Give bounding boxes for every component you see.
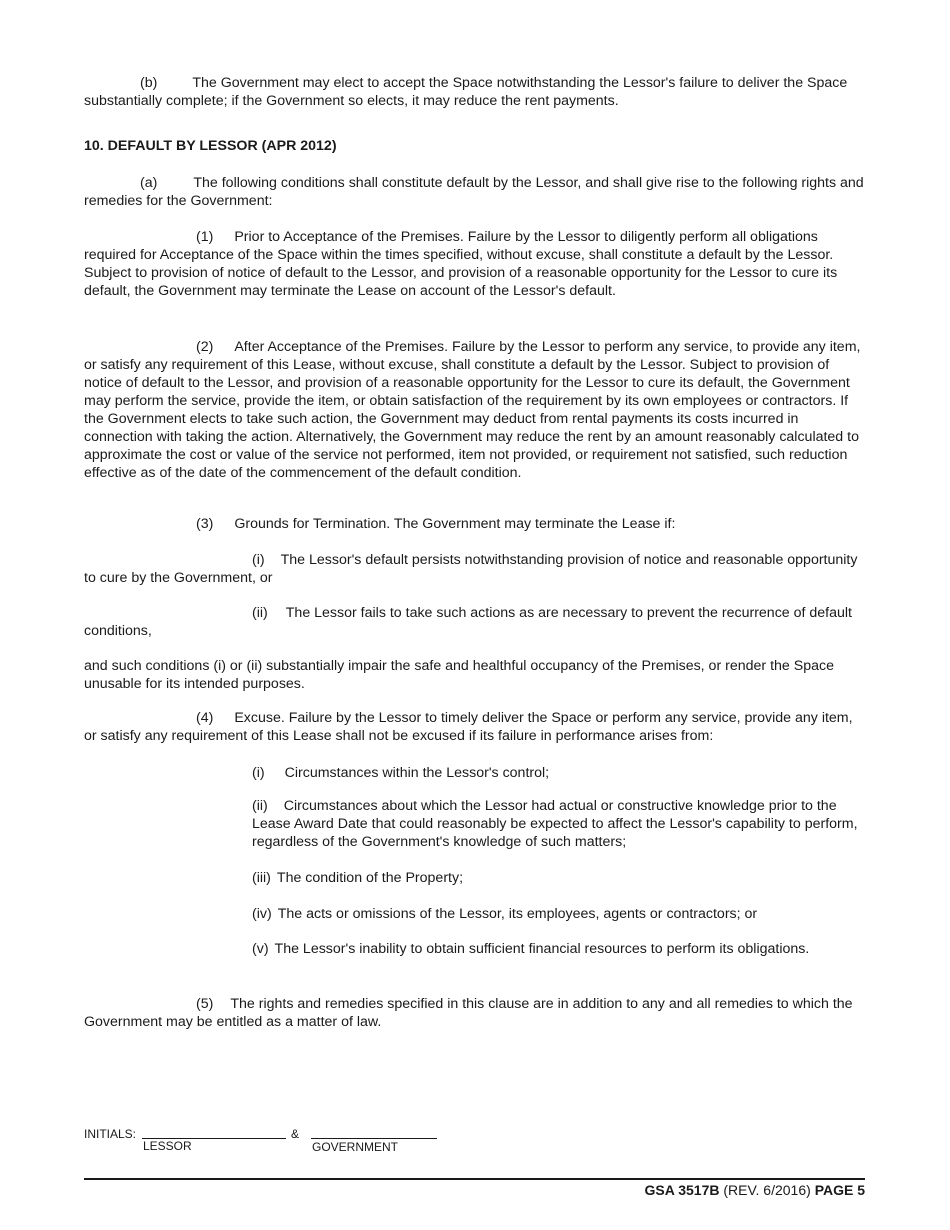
item-4-iv-marker: (iv) bbox=[252, 906, 272, 922]
ampersand: & bbox=[291, 1127, 300, 1141]
item-4-i-marker: (i) bbox=[252, 765, 265, 781]
item-4-v-text: The Lessor's inability to obtain sufficient financial resources to perform its obligations. bbox=[274, 941, 810, 957]
item-3-i-marker: (i) bbox=[252, 552, 265, 568]
initials-label: INITIALS: bbox=[84, 1127, 137, 1141]
paragraph-b bbox=[84, 74, 865, 110]
item-3-ii bbox=[84, 604, 865, 640]
item-3-text: Grounds for Termination. The Government may terminate the Lease if: bbox=[234, 516, 676, 532]
paragraph-b-text: The Government may elect to accept the Space notwithstanding the Lessor's failure to deliver the Space substantially complete; if the Government so elects, it may reduce the rent payments. bbox=[84, 75, 848, 109]
page-number: PAGE 5 bbox=[814, 1182, 865, 1198]
item-4-v bbox=[252, 940, 865, 958]
item-4-marker: (4) bbox=[196, 710, 214, 726]
government-initials-line[interactable] bbox=[311, 1124, 437, 1139]
item-2 bbox=[84, 338, 865, 482]
item-4-i-text: Circumstances within the Lessor's control; bbox=[284, 765, 550, 781]
item-4-iii-marker: (iii) bbox=[252, 870, 271, 886]
paragraph-a bbox=[84, 174, 865, 210]
item-4-iii-text: The condition of the Property; bbox=[276, 870, 464, 886]
form-footer bbox=[645, 1181, 866, 1199]
item-3-i bbox=[84, 551, 865, 587]
item-4-ii-marker: (ii) bbox=[252, 798, 268, 814]
paragraph-b-marker: (b) bbox=[140, 75, 158, 91]
item-3-tail: and such conditions (i) or (ii) substantially impair the safe and healthful occupancy of the Premises, or render the Space unusable for its intended purposes. bbox=[84, 658, 834, 692]
item-3 bbox=[84, 515, 865, 533]
item-4-iv bbox=[252, 905, 865, 923]
item-4-iii bbox=[252, 869, 865, 887]
item-4-text: Excuse. Failure by the Lessor to timely deliver the Space or perform any service, provide any item, or satisfy any requirement of this Lease shall not be excused if its failure in performance arises from: bbox=[84, 710, 853, 744]
footer-rule bbox=[84, 1178, 865, 1180]
item-1-marker: (1) bbox=[196, 229, 214, 245]
form-revision: (REV. 6/2016) bbox=[723, 1182, 811, 1198]
item-4 bbox=[84, 709, 865, 745]
form-id: GSA 3517B bbox=[644, 1182, 720, 1198]
government-label: GOVERNMENT bbox=[312, 1140, 399, 1154]
item-4-v-marker: (v) bbox=[252, 941, 269, 957]
paragraph-a-marker: (a) bbox=[140, 175, 158, 191]
paragraph-a-text: The following conditions shall constitute default by the Lessor, and shall give rise to the following rights and remedies for the Government: bbox=[84, 175, 864, 209]
item-3-marker: (3) bbox=[196, 516, 214, 532]
item-4-ii-text: Circumstances about which the Lessor had actual or constructive knowledge prior to the Lease Award Date that could reasonably be expected to affect the Lessor's capability to perform, regardless of the Government's knowledge of such matters; bbox=[252, 798, 858, 850]
item-4-iv-text: The acts or omissions of the Lessor, its employees, agents or contractors; or bbox=[277, 906, 758, 922]
item-5-text: The rights and remedies specified in this clause are in addition to any and all remedies to which the Government may be entitled as a matter of law. bbox=[84, 996, 853, 1030]
item-5 bbox=[84, 995, 865, 1031]
item-4-ii bbox=[252, 797, 865, 851]
item-2-marker: (2) bbox=[196, 339, 214, 355]
item-5-marker: (5) bbox=[196, 996, 214, 1012]
item-3-i-text: The Lessor's default persists notwithstanding provision of notice and reasonable opportunity to cure by the Government, or bbox=[84, 552, 858, 586]
item-1 bbox=[84, 228, 865, 300]
item-3-ii-marker: (ii) bbox=[252, 605, 268, 621]
item-1-text: Prior to Acceptance of the Premises. Failure by the Lessor to diligently perform all obligations required for Acceptance of the Space within the times specified, without excuse, shall constitute a default by the Lessor. Subject to provision of notice of default to the Lessor, and provision of a reasonable opportunity for the Lessor to cure its default, the Government may terminate the Lease on account of the Lessor's default. bbox=[84, 229, 838, 299]
item-3-ii-text: The Lessor fails to take such actions as are necessary to prevent the recurrence of default conditions, bbox=[84, 605, 852, 639]
lessor-label: LESSOR bbox=[143, 1139, 192, 1153]
item-4-i bbox=[252, 764, 865, 782]
section-heading: 10. DEFAULT BY LESSOR (APR 2012) bbox=[84, 138, 337, 154]
item-2-text: After Acceptance of the Premises. Failure by the Lessor to perform any service, to provide any item, or satisfy any requirement of this Lease, without excuse, shall constitute a default by the Lessor. Subject to provision of notice of default to the Lessor, and provision of a reasonable opportunity for the Lessor to cure its default, the Government may perform the service, provide the item, or obtain satisfaction of the requirement by its own employees or contractors. If the Government elects to take such action, the Government may deduct from rental payments its costs incurred in connection with taking the action. Alternatively, the Government may reduce the rent by an amount reasonably calculated to approximate the cost or value of the service not performed, item not provided, or requirement not satisfied, such reduction effective as of the date of the commencement of the default condition. bbox=[84, 339, 861, 481]
